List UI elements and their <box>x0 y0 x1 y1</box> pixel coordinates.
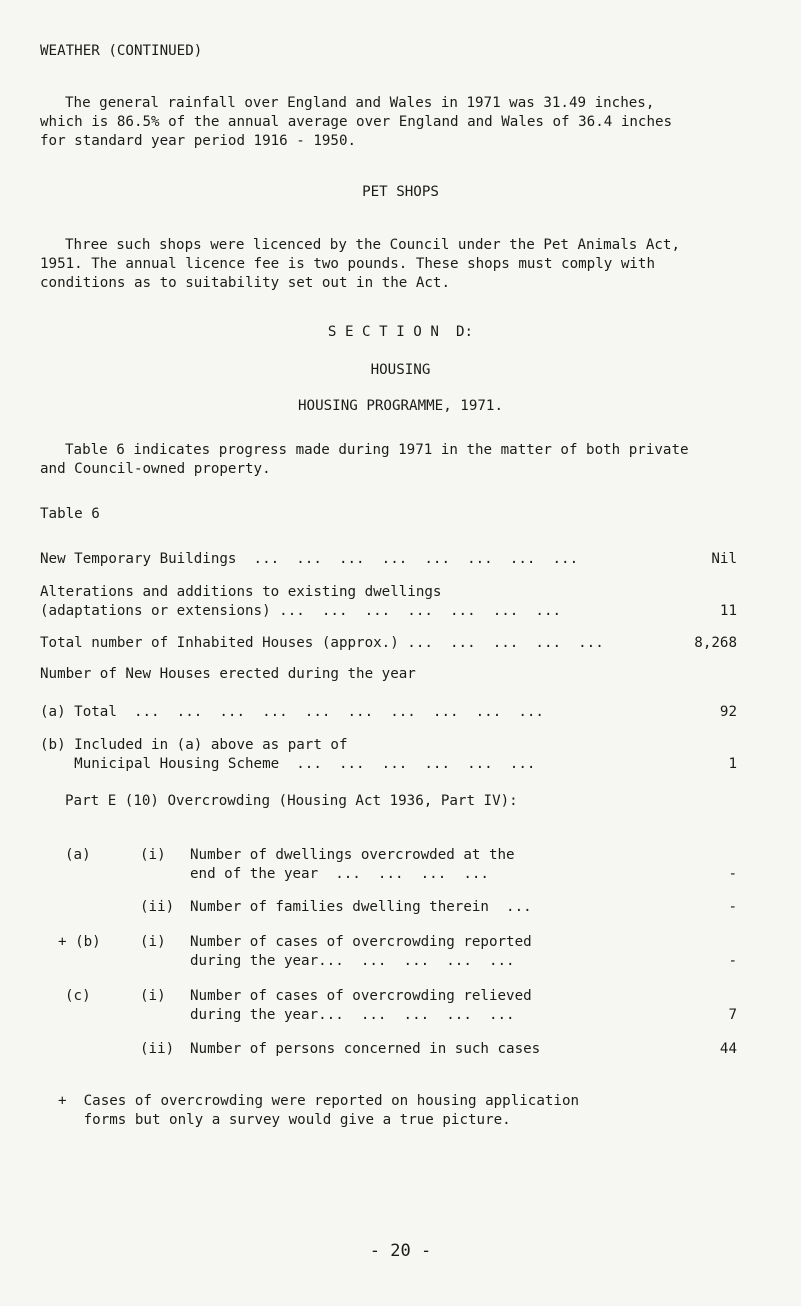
part-e-heading: Part E (10) Overcrowding (Housing Act 1936, Part IV): <box>65 793 518 809</box>
table-row: New Temporary Buildings ... ... ... ... ... ... ... ... <box>40 551 579 567</box>
row-sub: (i) <box>140 934 166 950</box>
table-value: 1 <box>728 756 737 772</box>
row-sub: (i) <box>140 988 166 1004</box>
row-text: Number of dwellings overcrowded at the <box>190 847 515 863</box>
row-text: Number of cases of overcrowding relieved <box>190 988 532 1004</box>
table-row: (a) Total ... ... ... ... ... ... ... ... ... ... <box>40 704 544 720</box>
table-value: 92 <box>719 704 737 720</box>
row-prefix: (c) <box>65 988 91 1004</box>
row-prefix: (a) <box>65 847 91 863</box>
row-text: during the year... ... ... ... ... <box>190 953 515 969</box>
table-value: Nil <box>711 551 737 567</box>
table-value: 11 <box>719 603 737 619</box>
table-row: (adaptations or extensions) ... ... ... ... ... ... ... <box>40 603 562 619</box>
table-row: (b) Included in (a) above as part of <box>40 737 348 753</box>
table-row: Number of New Houses erected during the year <box>40 666 416 682</box>
table-value: 8,268 <box>694 635 737 651</box>
table-label: Table 6 <box>40 506 100 522</box>
row-value: - <box>728 953 737 969</box>
page-header: WEATHER (CONTINUED) <box>40 43 203 59</box>
pet-shops-heading: PET SHOPS <box>362 184 439 200</box>
row-value: 7 <box>728 1007 737 1023</box>
section-title: S E C T I O N D: <box>327 324 474 340</box>
row-text: Number of cases of overcrowding reported <box>190 934 532 950</box>
page-number: - 20 - <box>369 1241 432 1261</box>
table-row: Total number of Inhabited Houses (approx.) ... ... ... ... ... <box>40 635 604 651</box>
row-sub: (i) <box>140 847 166 863</box>
row-value: - <box>728 866 737 882</box>
row-prefix: + (b) <box>58 934 101 950</box>
row-text: Number of persons concerned in such cases <box>190 1041 541 1057</box>
row-sub: (ii) <box>140 1041 175 1057</box>
table-row: Municipal Housing Scheme ... ... ... ... ... ... <box>40 756 536 772</box>
row-text: during the year... ... ... ... ... <box>190 1007 515 1023</box>
row-text: Number of families dwelling therein ... <box>190 899 532 915</box>
programme-heading: HOUSING PROGRAMME, 1971. <box>298 398 503 414</box>
row-value: - <box>728 899 737 915</box>
row-text: end of the year ... ... ... ... <box>190 866 489 882</box>
section-subtitle: HOUSING <box>370 362 431 378</box>
row-value: 44 <box>719 1041 737 1057</box>
row-sub: (ii) <box>140 899 175 915</box>
table-row: Alterations and additions to existing dwellings <box>40 584 442 600</box>
